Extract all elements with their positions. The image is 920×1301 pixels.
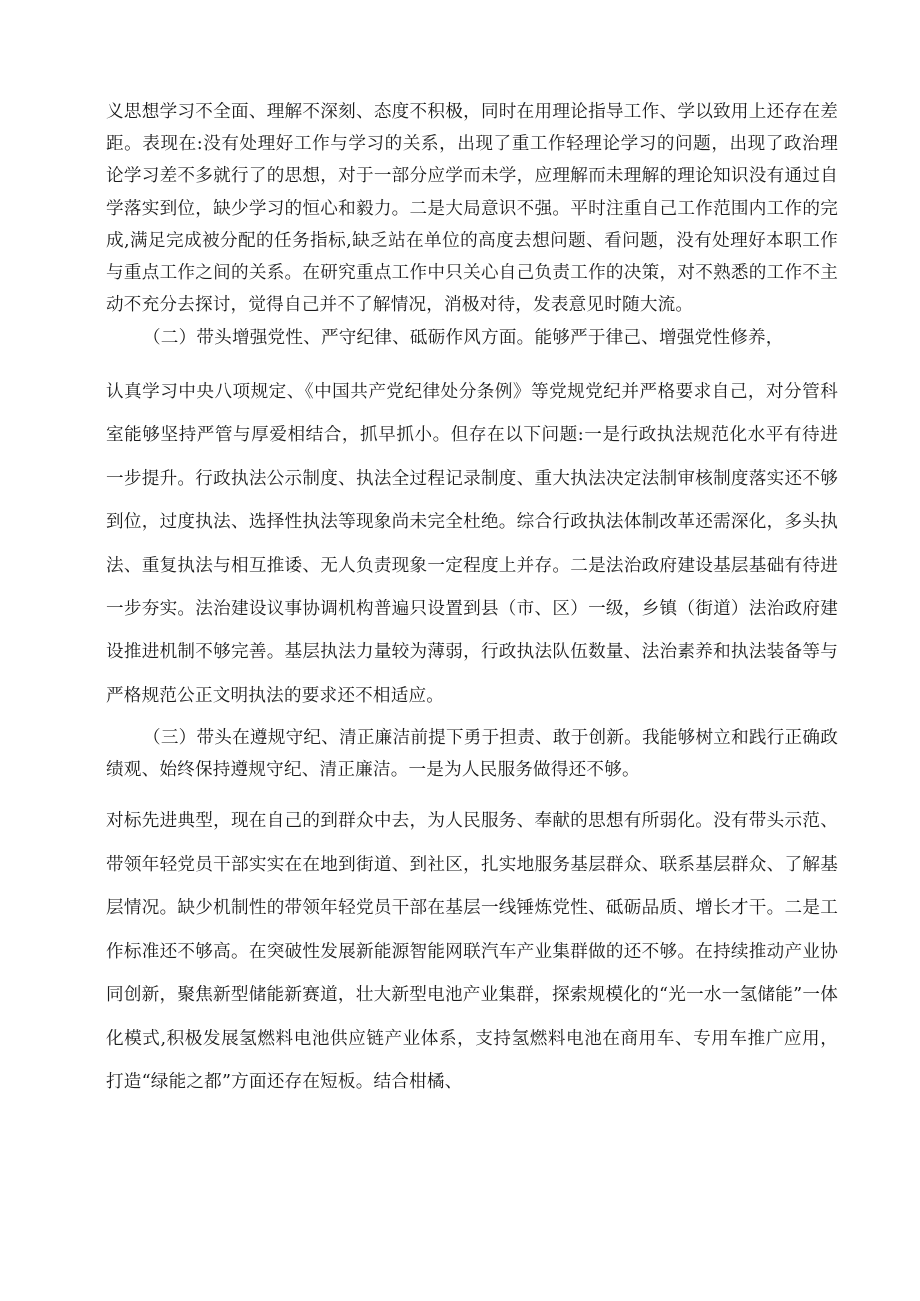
paragraph-section-two-body: 认真学习中央八项规定、《中国共产党纪律处分条例》等党规党纪并严格要求自己，对分管科室能够坚持严管与厚爱相结合，抓早抓小。但存在以下问题:一是行政执法规范化水平有待进一步提升。行政执法公示制度、执法全过程记录制度、重大执法决定法制审核制度落实还不够到位，过度执法、选择性执法等现象尚未完全杜绝。综合行政执法体制改革还需深化，多头执法、重复执法与相互推诿、无人负责现象一定程度上并存。二是法治政府建设基层基础有待进一步夯实。法治建设议事协调机构普遍只设置到县（市、区）一级，乡镇（街道）法治政府建设推进机制不够完善。基层执法力量较为薄弱，行政执法队伍数量、法治素养和执法装备等与严格规范公正文明执法的要求还不相适应。: [106, 382, 838, 706]
paragraph-section-three-heading: （三）带头在遵规守纪、清正廉洁前提下勇于担责、敢于创新。我能够树立和践行正确政绩观、始终保持遵规守纪、清正廉洁。一是为人民服务做得还不够。: [106, 728, 838, 781]
paragraph-section-three-body: 对标先进典型，现在自己的到群众中去，为人民服务、奉献的思想有所弱化。没有带头示范、带领年轻党员干部实实在在地到街道、到社区，扎实地服务基层群众、联系基层群众、了解基层情况。缺少机制性的带领年轻党员干部在基层一线锤炼党性、砥砺品质、增长才干。二是工作标准还不够高。在突破性发展新能源智能网联汽车产业集群做的还不够。在持续推动产业协同创新，聚焦新型储能新赛道，壮大新型电池产业集群，探索规模化的“光一水一氢储能”一体化模式,积极发展氢燃料电池供应链产业体系，支持氢燃料电池在商用车、专用车推广应用，打造“绿能之都”方面还存在短板。结合柑橘、: [106, 811, 838, 1092]
paragraph-section-two-heading: （二）带头增强党性、严守纪律、砥砺作风方面。能够严于律己、增强党性修养，: [143, 328, 784, 348]
paragraph-study-problems: 义思想学习不全面、理解不深刻、态度不积极，同时在用理论指导工作、学以致用上还存在差距。表现在:没有处理好工作与学习的关系，出现了重工作轻理论学习的问题，出现了政治理论学习差不多就行了的思想，对于一部分应学而未学，应理解而未理解的理论知识没有通过自学落实到位，缺少学习的恒心和毅力。二是大局意识不强。平时注重自己工作范围内工作的完成,满足完成被分配的任务指标,缺乏站在单位的高度去想问题、看问题，没有处理好本职工作与重点工作之间的关系。在研究重点工作中只关心自己负责工作的决策，对不熟悉的工作不主动不充分去探讨，觉得自己并不了解情况，消极对待，发表意见时随大流。: [106, 102, 838, 316]
